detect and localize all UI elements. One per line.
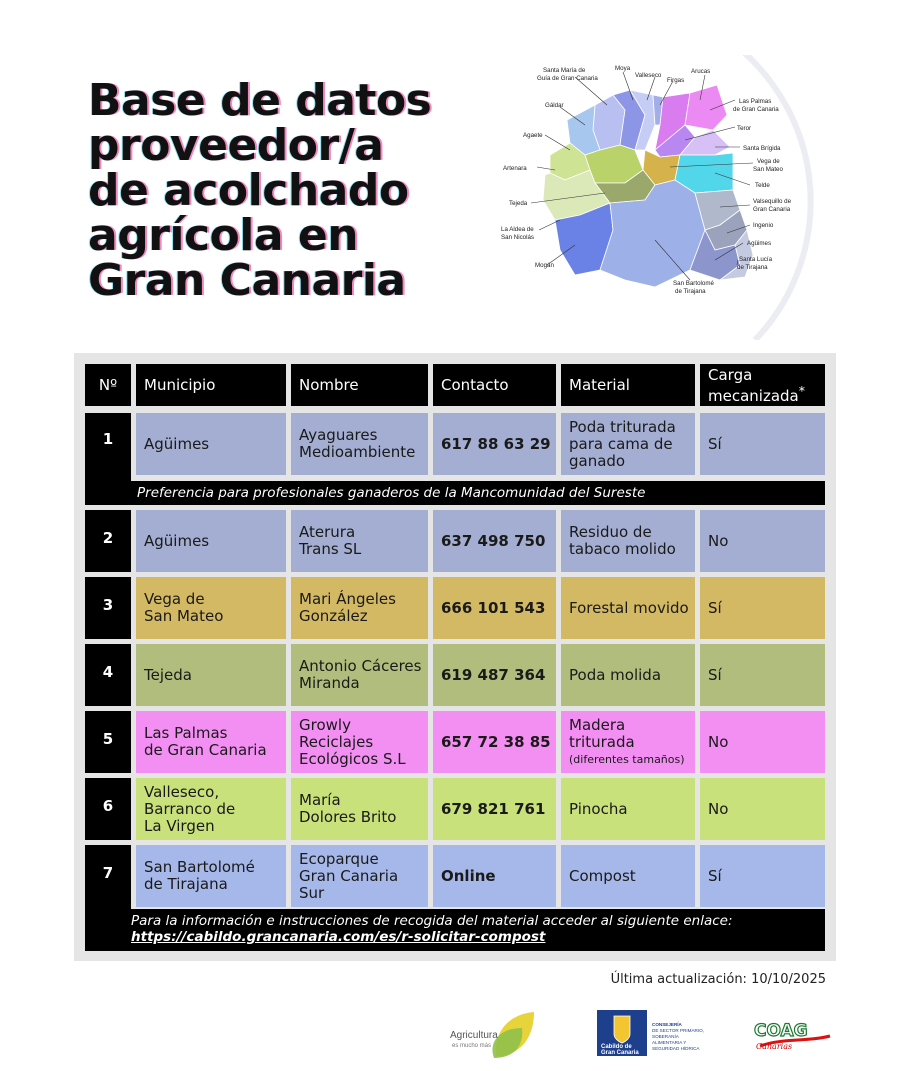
logo-text: ALIMENTARIA Y [652,1040,687,1045]
contacto-value: 617 88 63 29 [441,434,551,453]
note-row-7 [85,909,825,951]
nombre-line: Medioambiente [299,443,416,461]
municipio-line: Valleseco, [144,782,220,801]
row-number [85,510,131,572]
municipio-line: Agüimes [144,531,210,550]
map-label: Santa María de [543,67,586,74]
header-label: Nombre [299,375,359,394]
logo-text: Canarias [756,1042,793,1051]
municipio-text [144,591,223,625]
material-text [569,801,628,818]
logo-text: COAG [754,1021,808,1041]
title-line: agrícola en [88,210,359,261]
header-label: Nº [98,375,118,394]
header-contacto [433,364,556,406]
map-label: Gáldar [545,102,564,109]
logo-text: Gran Canaria [601,1050,639,1056]
carga-value: Sí [708,434,722,453]
material-line: Compost [569,866,636,885]
cell-nombre [291,510,428,572]
municipio-line: de Tirajana [144,875,228,893]
cell-material [561,413,695,475]
row-number-label: 7 [102,864,114,882]
municipio-line: Agüimes [144,434,210,453]
cell-nombre [291,711,428,773]
title-line: de acolchado [88,165,409,216]
cell-municipio [136,845,286,907]
cell-nombre [291,644,428,706]
header-material [561,364,695,406]
header-label: Material [569,375,630,394]
material-line: Poda molida [569,665,662,684]
material-line: ganado [569,451,626,470]
cell-contacto [433,577,556,639]
nombre-line: Gran Canaria Sur [299,866,399,902]
page-title [88,75,448,306]
material-line: Residuo de [569,523,652,541]
cell-carga [700,413,825,475]
nombre-line: Miranda [299,674,360,692]
municipio-line: de Gran Canaria [144,741,267,759]
municipio-text [144,667,192,684]
nombre-line: Dolores Brito [299,808,397,826]
nombre-text [299,717,428,768]
map-label: Arucas [691,68,711,75]
map-label: Gran Canaria [753,206,791,213]
map-label: Firgas [667,77,685,84]
map-label: Valsequillo de [753,198,792,205]
header-label: mecanizada [708,386,799,405]
material-line: Forestal movido [569,598,689,617]
contacto-value: 619 487 364 [441,665,546,684]
cell-municipio [136,510,286,572]
map-label: San Bartolomé [673,280,714,287]
row-number-label: 5 [102,730,114,748]
material-text [569,419,676,470]
row-number-label: 2 [102,529,114,547]
map-label: San Nicolás [501,234,535,241]
municipio-line: La Virgen [144,816,215,835]
nombre-text [299,524,361,558]
material-text [569,667,661,684]
nombre-line: Antonio Cáceres [299,657,422,675]
cell-material [561,510,695,572]
nombre-line: González [299,607,368,625]
material-text [569,524,676,558]
header-num [85,364,131,406]
cell-nombre [291,778,428,840]
municipio-text [144,784,235,835]
cell-material [561,644,695,706]
nombre-line: Ayaguares [299,426,378,444]
map-label: Guía de Gran Canaria [537,75,598,82]
cell-material [561,711,695,773]
material-text [569,600,689,617]
contacto-value: Online [441,866,496,885]
title-line: Gran Canaria [88,255,406,306]
municipio-text [144,725,267,759]
carga-value: No [708,732,729,751]
cell-carga [700,845,825,907]
map-label: Agaete [523,132,543,139]
map-label: Santa Brígida [743,145,781,152]
logo-text: Cabildo de [601,1044,632,1050]
agricultura-logo [448,1008,538,1060]
nombre-text [299,427,415,461]
compost-link[interactable]: https://cabildo.grancanaria.com/es/r-solicitar-compost [131,929,546,945]
cell-contacto [433,845,556,907]
row-number [85,644,131,706]
nombre-line: Ecológicos S.L [299,749,406,768]
cell-municipio [136,711,286,773]
cell-municipio [136,778,286,840]
cell-carga [700,778,825,840]
nombre-text [299,792,396,826]
logo-text: DE SECTOR PRIMARIO, [652,1028,704,1033]
contacto-value: 637 498 750 [441,531,546,550]
nombre-line: Mari Ángeles [299,590,396,608]
row-number [85,778,131,840]
municipio-line: San Mateo [144,607,224,625]
municipio-line: Tejeda [144,665,192,684]
cell-municipio [136,577,286,639]
logo-text: CONSEJERÍA [652,1022,682,1027]
map-label: de Gran Canaria [733,106,779,113]
cell-contacto [433,413,556,475]
map-label: Telde [755,182,770,189]
carga-value: Sí [708,598,722,617]
nombre-line: Ecoparque [299,849,379,868]
map-label: Moya [615,65,631,72]
carga-value: No [708,799,729,818]
material-line: tabaco molido [569,540,676,558]
cell-contacto [433,711,556,773]
logo-text: SOBERANÍA [652,1034,679,1039]
cell-carga [700,711,825,773]
cell-material [561,845,695,907]
cell-nombre [291,845,428,907]
asterisk: * [798,382,805,398]
row-number-label: 1 [102,430,114,448]
municipio-text [144,436,209,453]
nombre-line: Growly Reciclajes [299,715,374,751]
row-number-label: 3 [102,596,114,614]
contacto-value: 657 72 38 85 [441,732,551,751]
nombre-text [299,591,396,625]
row-number [85,711,131,773]
cell-contacto [433,510,556,572]
material-text [569,717,695,768]
contacto-value: 666 101 543 [441,598,546,617]
cell-carga [700,510,825,572]
material-line: Madera triturada [569,715,635,751]
nombre-text [299,851,428,902]
title-line: proveedor/a [88,120,384,171]
material-line: para cama de [569,434,673,453]
municipio-text [144,859,255,893]
map-label: Artenara [503,165,527,172]
municipio-line: San Bartolomé [144,858,255,876]
map-label: Ingenio [753,222,774,229]
map-label: Valleseco [635,72,662,79]
logo-text: Agricultura [450,1030,498,1041]
map-label: San Mateo [753,166,783,173]
cell-material [561,577,695,639]
map-label: Mogán [535,262,554,269]
logo-text: SEGURIDAD HÍDRICA [652,1046,700,1051]
note-row-1: Preferencia para profesionales ganaderos de la Mancomunidad del Sureste [85,481,825,505]
logo-text: es mucho más [452,1043,492,1049]
map-label: Agüimes [747,240,772,247]
carga-value: No [708,531,729,550]
carga-value: Sí [708,665,722,684]
map-label: Las Palmas [739,98,772,105]
nombre-text [299,658,421,692]
note-text: Para la información e instrucciones de recogida del material acceder al siguiente enlace: [131,913,733,929]
header-label: Municipio [144,375,216,394]
cell-contacto [433,778,556,840]
row-number [85,577,131,639]
header-label: Carga [708,365,753,384]
map-label: de Tirajana [737,264,768,271]
material-note: (diferentes tamaños) [569,752,685,766]
material-line: Poda triturada [569,417,676,436]
cell-municipio [136,413,286,475]
map-region-las-palmas [685,85,727,130]
municipio-line: Las Palmas [144,724,228,742]
map-label: Santa Lucía [739,256,773,263]
cell-contacto [433,644,556,706]
material-line: Pinocha [569,799,628,818]
cell-carga [700,644,825,706]
map-label: La Aldea de [501,226,534,233]
gran-canaria-map [495,55,840,340]
row-number-label: 6 [102,797,114,815]
municipio-line: Vega de [144,590,205,608]
cabildo-logo [597,1010,707,1058]
nombre-line: Trans SL [299,540,362,558]
cell-municipio [136,644,286,706]
title-line: Base de datos [88,75,432,126]
row-number-label: 4 [102,663,114,681]
map-label: Vega de [757,158,780,165]
map-label: de Tirajana [675,288,706,295]
contacto-value: 679 821 761 [441,799,546,818]
header-label: Contacto [441,375,509,394]
cell-nombre [291,413,428,475]
header-nombre [291,364,428,406]
cell-carga [700,577,825,639]
municipio-line: Barranco de [144,799,236,818]
map-label: Teror [737,125,752,132]
carga-value: Sí [708,866,722,885]
header-municipio [136,364,286,406]
municipio-text [144,533,209,550]
cell-material [561,778,695,840]
nombre-line: Aterura [299,523,356,541]
cell-nombre [291,577,428,639]
coag-logo [752,1018,834,1052]
material-text [569,868,636,885]
map-label: Tejeda [509,200,528,207]
last-updated: Última actualización: 10/10/2025 [610,972,826,987]
nombre-line: María [299,791,341,809]
header-carga [700,364,825,406]
